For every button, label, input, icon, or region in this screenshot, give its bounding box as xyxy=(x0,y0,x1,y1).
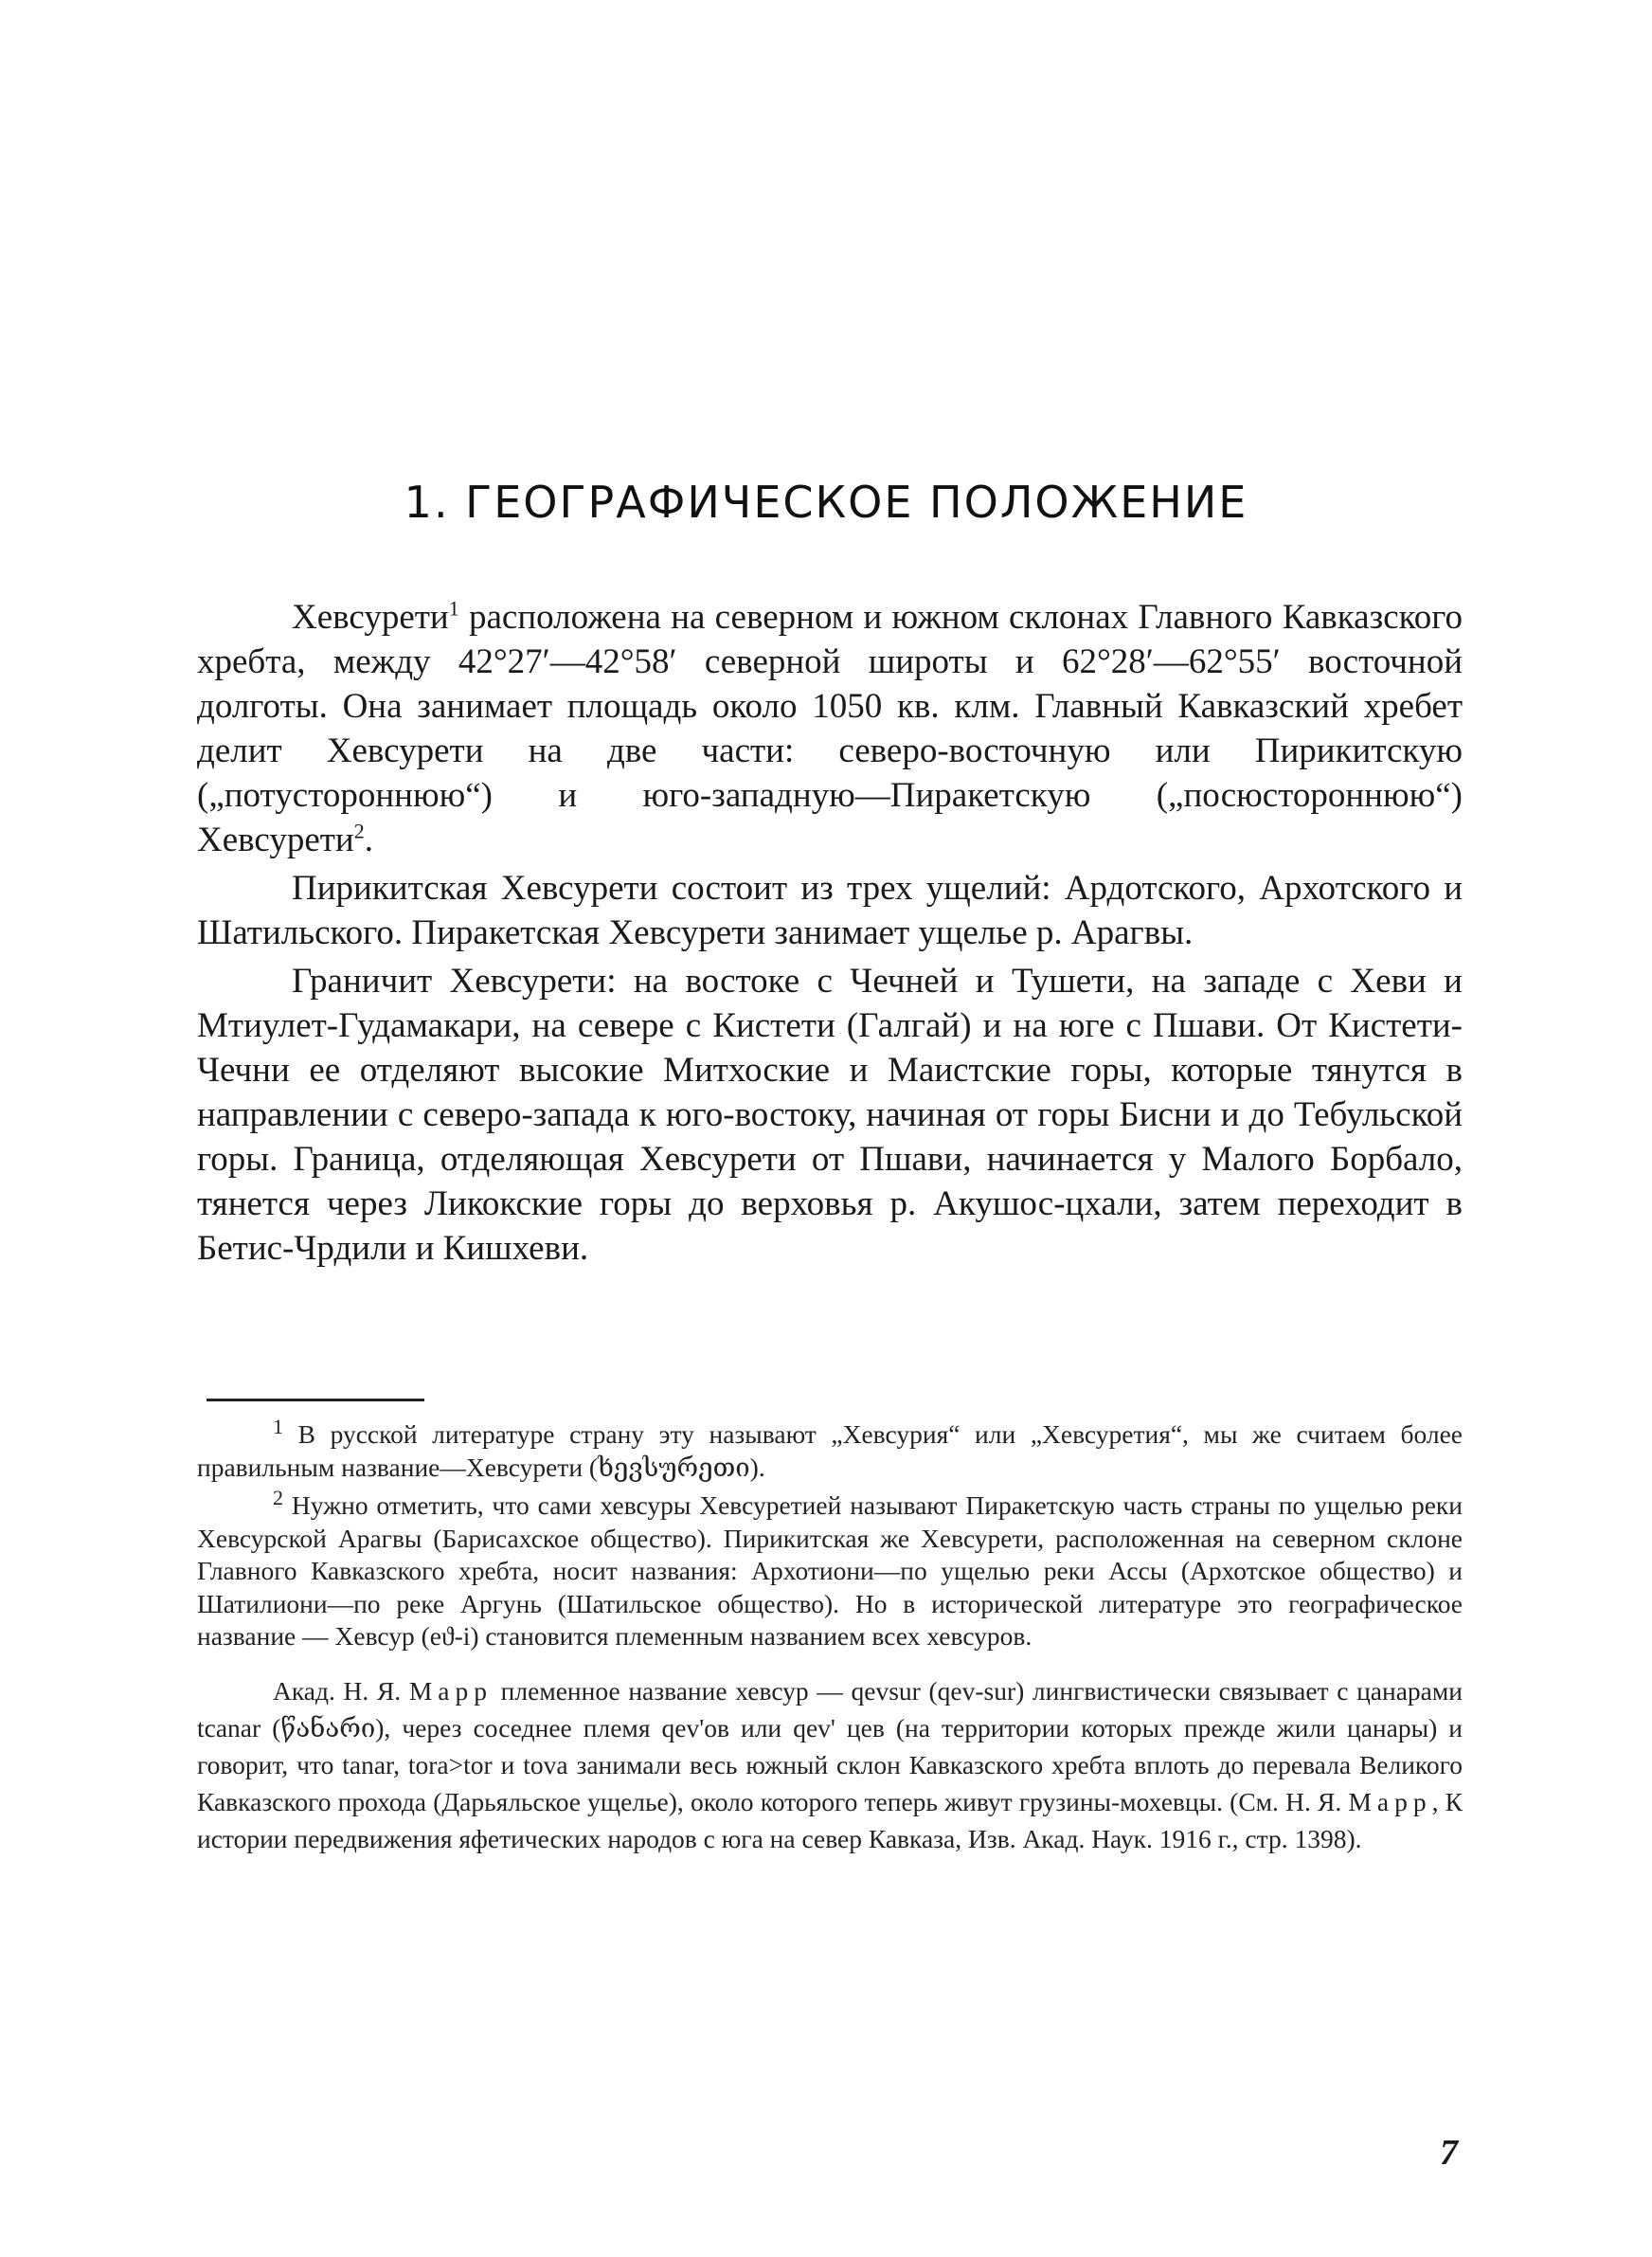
paragraph-1 xyxy=(197,595,1463,862)
footnote-2-marker: 2 xyxy=(273,1485,283,1509)
footnote-marr xyxy=(197,1672,1463,1857)
footnote-2-text: Нужно отметить, что сами хевсуры Хевсуретией называют Пиракетскую часть страны по ущелью реки Хевсурской Арагвы (Барисахское общество). Пирикитская же Хевсурети, расположенная на северном склоне Главного Кавказского хребта, носит названия: Архотиони—по ущелью реки Ассы (Архотское общество) и Шатилиони—по реке Аргунь (Шатильское общество). Но в исторической литературе это географическое название — Хевсур (eϑ-i) становится племенным названием всех хевсуров. xyxy=(197,1490,1463,1651)
marr-author: Марр xyxy=(408,1675,493,1706)
page-number: 7 xyxy=(1440,2133,1458,2173)
footnote-ref-1: 1 xyxy=(448,596,459,621)
paragraph-2: Пирикитская Хевсурети состоит из трех ущелий: Ардотского, Архотского и Шатильского. Пиракетская Хевсурети занимает ущелье р. Арагвы. xyxy=(197,869,1463,952)
footnote-1-text: В русской литературе страну эту называют „Хевсурия“ или „Хевсуретия“, мы же считаем более правильным название—Хевсурети (ხევსურეთი). xyxy=(197,1419,1463,1482)
marr-citation: , К истории передвижения яфетических народов с юга на север Кавказа, Изв. Акад. Наук. 1916 г., стр. 1398). xyxy=(197,1786,1463,1853)
marr-intro: Акад. Н. Я. xyxy=(273,1675,402,1706)
footnotes xyxy=(197,1414,1463,1863)
paragraph-1-end: . xyxy=(364,821,373,859)
footnote-2 xyxy=(197,1485,1463,1653)
paragraph-1-start: Хевсурети xyxy=(292,598,449,637)
footnote-ref-2: 2 xyxy=(353,819,365,843)
main-text xyxy=(197,595,1463,1274)
chapter-title: 1. ГЕОГРАФИЧЕСКОЕ ПОЛОЖЕНИЕ xyxy=(404,477,1248,528)
paragraph-3: Граничит Хевсурети: на востоке с Чечней и Тушети, на западе с Хеви и Мтиулет-Гудамакари, на севере с Кистети (Галгай) и на юге с Пшави. От Кистети-Чечни ее отделяют высокие Митхоские и Маистские горы, которые тянутся в направлении с северо-запада к юго-востоку, начиная от горы Бисни и до Тебульской горы. Граница, отделяющая Хевсурети от Пшави, начинается у Малого Борбало, тянется через Ликокские горы до верховья р. Акушос-цхали, затем переходит в Бетис-Чрдили и Кишхеви. xyxy=(197,962,1463,1268)
footnote-1-marker: 1 xyxy=(273,1414,283,1438)
footnote-divider xyxy=(206,1399,424,1401)
paragraph-1-text: расположена на северном и южном склонах Главного Кавказского хребта, между 42°27′—42°58′ северной широты и 62°28′—62°55′ восточной долготы. Она занимает площадь около 1050 кв. клм. Главный Кавказский хребет делит Хевсурети на две части: северо-восточную или Пирикитскую („потустороннюю“) и юго-западную—Пиракетскую („посюстороннюю“) Хевсурети xyxy=(197,598,1463,859)
footnote-1 xyxy=(197,1414,1463,1484)
marr-text: племенное название хевсур — qevsur (qev-sur) лингвистически связывает с цанарами tcanar (წანარი), через соседнее племя qev'ов или qev' цев (на территории которых прежде жили цанары) и говорит, что tanar, tora>tor и tova занимали весь южный склон Кавказского хребта вплоть до перевала Великого Кавказского прохода (Дарьяльское ущелье), около которого теперь живут грузины-мохевцы. (См. Н. Я. xyxy=(197,1675,1463,1816)
marr-author-citation: Марр xyxy=(1348,1786,1432,1816)
